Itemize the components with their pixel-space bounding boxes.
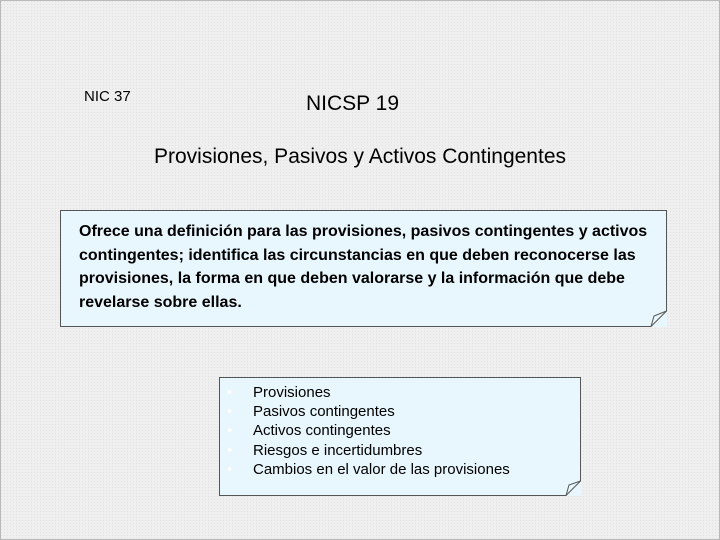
- topic-label: Provisiones: [253, 384, 331, 401]
- description-note: [60, 210, 667, 327]
- list-item: [227, 383, 510, 402]
- description-text: Ofrece una definición para las provisiones, pasivos contingentes y activos contingentes; identifica las circunstancias en que deben reconocerse las provisiones, la forma en que deben valorarse y la información que debe revelarse sobre ellas.: [79, 223, 648, 311]
- standard-code-nicsp: NICSP 19: [306, 92, 399, 115]
- topic-label: Pasivos contingentes: [253, 403, 395, 421]
- list-item: [227, 441, 510, 460]
- list-item: [227, 460, 510, 479]
- bullet-icon: •: [227, 460, 233, 478]
- slide-title: Provisiones, Pasivos y Activos Contingentes: [153, 145, 567, 168]
- bullet-icon: •: [227, 422, 233, 440]
- list-item: [227, 421, 510, 440]
- topic-label: Cambios en el valor de las provisiones: [253, 460, 510, 478]
- topics-list: [227, 383, 510, 479]
- bullet-icon: •: [227, 403, 233, 421]
- bullet-icon: •: [227, 384, 233, 401]
- bullet-icon: •: [227, 441, 233, 459]
- topics-note: [219, 377, 581, 496]
- topic-label: Activos contingentes: [253, 422, 391, 440]
- topic-label: Riesgos e incertidumbres: [253, 441, 423, 459]
- list-item: [227, 402, 510, 421]
- standard-code-nic: NIC 37: [84, 88, 131, 105]
